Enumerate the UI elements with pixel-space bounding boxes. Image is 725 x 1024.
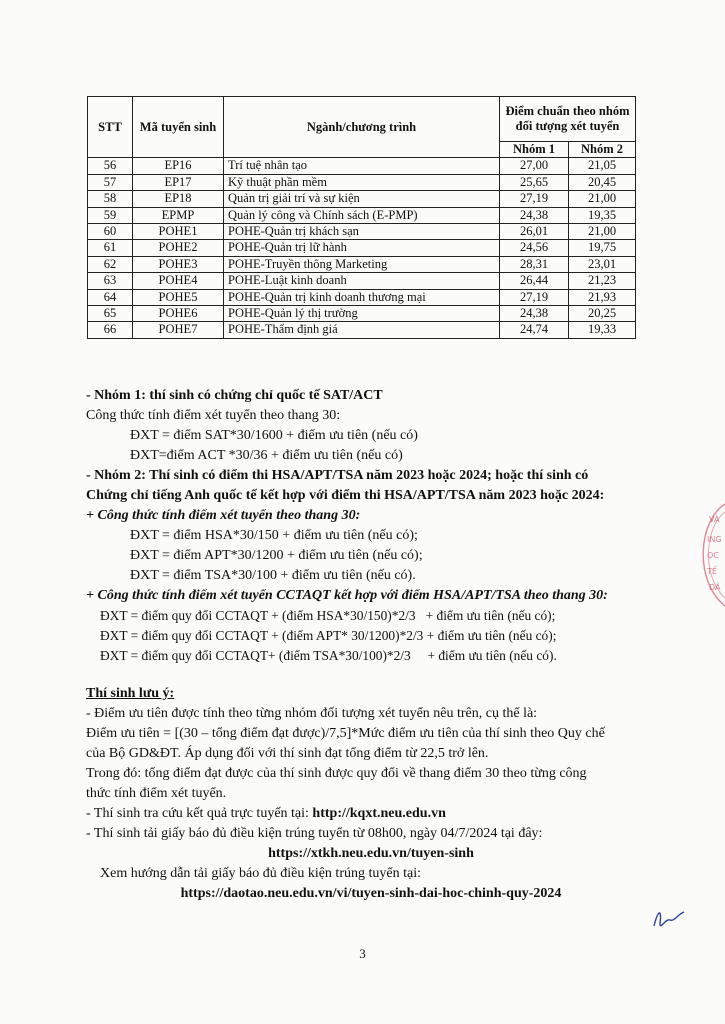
group1-title: - Nhóm 1: thí sinh có chứng chỉ quốc tế SAT/ACT xyxy=(86,388,383,403)
notes-line-4: Trong đó: tổng điểm đạt được của thí sinh được quy đổi về thang điểm 30 theo từng công xyxy=(86,766,587,781)
cell-code: EP18 xyxy=(133,191,224,207)
cell-group1: 24,56 xyxy=(500,240,569,256)
cell-program: Kỹ thuật phần mềm xyxy=(224,174,500,190)
notes-line-1: - Điểm ưu tiên được tính theo từng nhóm đối tượng xét tuyển nêu trên, cụ thể là: xyxy=(86,706,538,721)
cell-program: Quản trị giải trí và sự kiện xyxy=(224,191,500,207)
cell-stt: 59 xyxy=(88,207,133,223)
cell-stt: 57 xyxy=(88,174,133,190)
cell-code: POHE5 xyxy=(133,289,224,305)
group2-combined-tsa: ĐXT = điểm quy đổi CCTAQT+ (điểm TSA*30/100)*2/3 + điểm ưu tiên (nếu có). xyxy=(100,648,557,663)
red-stamp-edge xyxy=(689,500,725,610)
cell-program: POHE-Quản lý thị trường xyxy=(224,306,500,322)
cell-code: EP16 xyxy=(133,158,224,174)
cell-group1: 27,19 xyxy=(500,191,569,207)
cell-code: EP17 xyxy=(133,174,224,190)
cell-group1: 25,65 xyxy=(500,174,569,190)
cell-group2: 23,01 xyxy=(569,256,636,272)
cell-group2: 19,75 xyxy=(569,240,636,256)
stamp-letter: VÀ xyxy=(709,515,720,524)
document-body xyxy=(86,386,656,904)
header-group2: Nhóm 2 xyxy=(569,142,636,158)
lookup-link[interactable]: http://kqxt.neu.edu.vn xyxy=(312,806,446,821)
cell-group2: 21,00 xyxy=(569,191,636,207)
cell-group1: 27,19 xyxy=(500,289,569,305)
page-number: 3 xyxy=(359,946,366,961)
table-row xyxy=(88,224,636,240)
cell-group2: 21,23 xyxy=(569,273,636,289)
cell-stt: 64 xyxy=(88,289,133,305)
handwritten-initial-mark xyxy=(648,904,688,934)
group1-formula-sat: ĐXT = điểm SAT*30/1600 + điểm ưu tiên (nếu có) xyxy=(130,428,418,443)
table-row xyxy=(88,322,636,338)
cell-program: POHE-Quản trị kinh doanh thương mại xyxy=(224,289,500,305)
group2-subtitle2: + Công thức tính điểm xét tuyển CCTAQT kết hợp với điểm HSA/APT/TSA theo thang 30: xyxy=(86,588,608,603)
notes-line-7: - Thí sinh tải giấy báo đủ điều kiện trúng tuyển từ 08h00, ngày 04/7/2024 tại đây: xyxy=(86,826,543,841)
stamp-letter: ING xyxy=(707,535,722,544)
group2-formula-tsa: ĐXT = điểm TSA*30/100 + điểm ưu tiên (nếu có). xyxy=(130,568,416,583)
table-row xyxy=(88,207,636,223)
download-link[interactable]: https://xtkh.neu.edu.vn/tuyen-sinh xyxy=(268,846,474,861)
guide-link[interactable]: https://daotao.neu.edu.vn/vi/tuyen-sinh-dai-hoc-chinh-quy-2024 xyxy=(180,886,562,901)
cell-code: POHE1 xyxy=(133,224,224,240)
cell-program: POHE-Luật kinh doanh xyxy=(224,273,500,289)
cell-program: Trí tuệ nhân tạo xyxy=(224,158,500,174)
cell-stt: 63 xyxy=(88,273,133,289)
cell-stt: 61 xyxy=(88,240,133,256)
table-body xyxy=(88,158,636,338)
cell-code: POHE6 xyxy=(133,306,224,322)
cell-code: POHE4 xyxy=(133,273,224,289)
table-row xyxy=(88,306,636,322)
cell-group1: 26,44 xyxy=(500,273,569,289)
header-score-group: Điểm chuẩn theo nhóm đối tượng xét tuyển xyxy=(500,97,636,142)
notes-title: Thí sinh lưu ý: xyxy=(86,686,175,701)
header-program: Ngành/chương trình xyxy=(224,97,500,158)
cell-program: POHE-Quản trị khách sạn xyxy=(224,224,500,240)
cell-group2: 21,05 xyxy=(569,158,636,174)
cell-program: POHE-Truyền thông Marketing xyxy=(224,256,500,272)
header-code: Mã tuyển sinh xyxy=(133,97,224,158)
group1-formula-act: ĐXT=điểm ACT *30/36 + điểm ưu tiên (nếu có) xyxy=(130,448,403,463)
group2-formula-apt: ĐXT = điểm APT*30/1200 + điểm ưu tiên (nếu có); xyxy=(130,548,423,563)
stamp-letter: ỌC xyxy=(707,551,719,560)
cell-group1: 28,31 xyxy=(500,256,569,272)
cell-code: EPMP xyxy=(133,207,224,223)
cell-code: POHE2 xyxy=(133,240,224,256)
cell-stt: 56 xyxy=(88,158,133,174)
table-row xyxy=(88,174,636,190)
cell-stt: 66 xyxy=(88,322,133,338)
stamp-letter: DÂ xyxy=(709,583,721,592)
cell-program: POHE-Thẩm định giá xyxy=(224,322,500,338)
notes-line-6 xyxy=(86,804,656,824)
group2-formula-hsa: ĐXT = điểm HSA*30/150 + điểm ưu tiên (nếu có); xyxy=(130,528,418,543)
notes-line-9: Xem hướng dẫn tải giấy báo đủ điều kiện trúng tuyển tại: xyxy=(100,866,421,881)
table-row xyxy=(88,191,636,207)
group2-combined-hsa: ĐXT = điểm quy đổi CCTAQT + (điểm HSA*30/150)*2/3 + điểm ưu tiên (nếu có); xyxy=(100,608,556,623)
table-row xyxy=(88,256,636,272)
group2-title-line2: Chứng chỉ tiếng Anh quốc tế kết hợp với điểm thi HSA/APT/TSA năm 2023 hoặc 2024: xyxy=(86,488,605,503)
cell-stt: 58 xyxy=(88,191,133,207)
cell-group1: 24,74 xyxy=(500,322,569,338)
cell-group2: 20,25 xyxy=(569,306,636,322)
cell-program: POHE-Quản trị lữ hành xyxy=(224,240,500,256)
cell-stt: 60 xyxy=(88,224,133,240)
admission-score-table xyxy=(87,96,636,339)
cell-group2: 21,00 xyxy=(569,224,636,240)
stamp-letter: TẾ xyxy=(707,567,717,576)
cell-stt: 62 xyxy=(88,256,133,272)
header-group1: Nhóm 1 xyxy=(500,142,569,158)
table-row xyxy=(88,289,636,305)
cell-group2: 19,35 xyxy=(569,207,636,223)
cell-group2: 20,45 xyxy=(569,174,636,190)
notes-line-3: của Bộ GD&ĐT. Áp dụng đối với thí sinh đạt tổng điểm từ 22,5 trở lên. xyxy=(86,746,489,761)
group2-combined-apt: ĐXT = điểm quy đổi CCTAQT + (điểm APT* 30/1200)*2/3 + điểm ưu tiên (nếu có); xyxy=(100,628,557,643)
table-row xyxy=(88,240,636,256)
table-row xyxy=(88,158,636,174)
cell-group2: 21,93 xyxy=(569,289,636,305)
notes-line-5: thức tính điểm xét tuyển. xyxy=(86,786,227,801)
cell-group1: 27,00 xyxy=(500,158,569,174)
lookup-prefix: - Thí sinh tra cứu kết quả trực tuyến tại: xyxy=(86,806,313,821)
cell-code: POHE7 xyxy=(133,322,224,338)
cell-stt: 65 xyxy=(88,306,133,322)
table-row xyxy=(88,273,636,289)
notes-line-2: Điểm ưu tiên = [(30 – tổng điểm đạt được)/7,5]*Mức điểm ưu tiên của thí sinh theo Quy chế xyxy=(86,726,605,741)
group1-formula-intro: Công thức tính điểm xét tuyển theo thang 30: xyxy=(86,408,341,423)
cell-code: POHE3 xyxy=(133,256,224,272)
group2-title-line1: - Nhóm 2: Thí sinh có điểm thi HSA/APT/TSA năm 2023 hoặc 2024; hoặc thí sinh có xyxy=(86,468,589,483)
cell-group1: 24,38 xyxy=(500,306,569,322)
group2-subtitle1: + Công thức tính điểm xét tuyển theo thang 30: xyxy=(86,508,361,523)
header-stt: STT xyxy=(88,97,133,158)
cell-program: Quản lý công và Chính sách (E-PMP) xyxy=(224,207,500,223)
cell-group2: 19,33 xyxy=(569,322,636,338)
cell-group1: 26,01 xyxy=(500,224,569,240)
cell-group1: 24,38 xyxy=(500,207,569,223)
